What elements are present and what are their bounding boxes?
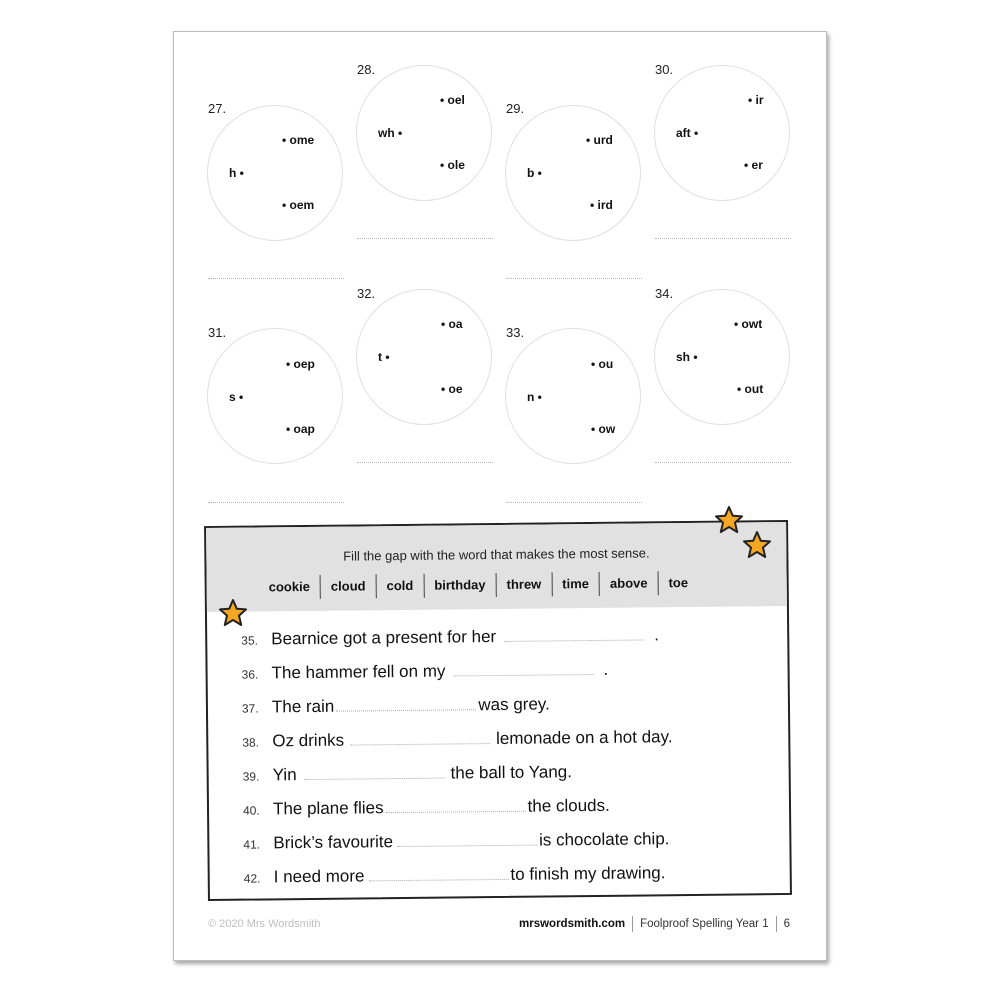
ending-option[interactable]: • oep (286, 357, 315, 371)
word-bank-item: time (552, 572, 600, 596)
word-bank-item: threw (496, 572, 552, 597)
gap-input[interactable] (504, 625, 644, 641)
sentence-number: 35. (241, 633, 259, 648)
word-bank-item: above (600, 571, 659, 596)
onset-option[interactable]: sh • (676, 350, 698, 364)
ending-option[interactable]: • er (744, 158, 763, 172)
answer-line[interactable] (655, 238, 791, 239)
onset-option[interactable]: t • (378, 350, 390, 364)
sentence-end: the clouds. (527, 795, 610, 816)
answer-circle (505, 105, 641, 241)
sentence-start: The plane flies (272, 798, 384, 819)
word-bank-header (206, 522, 787, 612)
gap-input[interactable] (453, 660, 593, 676)
fill-the-gap-panel (204, 520, 792, 901)
answer-line[interactable] (655, 462, 791, 463)
sentence-35 (241, 625, 659, 649)
sentence-37 (242, 694, 550, 717)
divider (776, 916, 777, 932)
footer-info (519, 916, 790, 932)
sentence-end: . (654, 625, 659, 645)
copyright-text: © 2020 Mrs Wordsmith (208, 918, 321, 930)
sentence-number: 37. (241, 701, 259, 716)
question-number: 28. (357, 62, 376, 77)
ending-option[interactable]: • oel (440, 93, 465, 107)
word-bank-item: cloud (321, 574, 377, 599)
question-number: 33. (506, 325, 525, 340)
gap-input[interactable] (350, 729, 490, 745)
answer-line[interactable] (357, 238, 493, 239)
question-number: 27. (208, 101, 227, 116)
question-number: 31. (208, 325, 227, 340)
ending-option[interactable]: • ole (440, 158, 465, 172)
answer-line[interactable] (208, 502, 344, 503)
answer-circle (505, 328, 641, 464)
word-bank-item: cookie (259, 575, 321, 600)
answer-circle (654, 289, 790, 425)
word-bank (259, 571, 699, 600)
gap-input[interactable] (385, 797, 525, 813)
sentence-start: The rain (271, 696, 335, 717)
question-number: 32. (357, 286, 376, 301)
ending-option[interactable]: • oap (286, 422, 315, 436)
gap-input[interactable] (336, 695, 476, 711)
onset-option[interactable]: aft • (676, 126, 699, 140)
answer-line[interactable] (506, 278, 642, 279)
ending-option[interactable]: • ome (282, 133, 315, 147)
sentence-41 (243, 829, 669, 853)
sentence-start: Yin (272, 765, 297, 785)
question-number: 29. (506, 101, 525, 116)
sentence-number: 41. (243, 837, 261, 852)
word-bank-item: toe (668, 575, 689, 591)
word-bank-item: birthday (424, 573, 497, 598)
ending-option[interactable]: • urd (586, 133, 613, 147)
sentence-end: is chocolate chip. (538, 829, 670, 850)
answer-circle (356, 289, 492, 425)
sentence-36 (241, 660, 608, 684)
answer-line[interactable] (506, 502, 642, 503)
ending-option[interactable]: • ird (590, 198, 613, 212)
sentence-start: Bearnice got a present for her (271, 627, 497, 649)
sentence-number: 38. (242, 735, 260, 750)
gap-input[interactable] (368, 865, 508, 881)
sentence-end: the ball to Yang. (450, 762, 573, 783)
sentence-39 (243, 762, 572, 785)
star-icon (742, 530, 772, 560)
question-number: 30. (655, 62, 674, 77)
onset-option[interactable]: h • (229, 166, 244, 180)
sentence-start: I need more (273, 866, 365, 887)
ending-option[interactable]: • ow (591, 422, 616, 436)
star-icon (714, 505, 744, 535)
onset-option[interactable]: wh • (378, 126, 403, 140)
sentence-end: was grey. (478, 694, 550, 715)
sentence-end: . (603, 659, 609, 679)
divider (632, 916, 633, 932)
answer-circle (207, 328, 343, 464)
ending-option[interactable]: • ou (591, 357, 614, 371)
sentence-end: lemonade on a hot day. (495, 727, 673, 749)
gap-input[interactable] (397, 831, 537, 847)
sentence-number: 42. (243, 871, 261, 886)
answer-line[interactable] (357, 462, 493, 463)
ending-option[interactable]: • ir (748, 93, 764, 107)
onset-option[interactable]: s • (229, 390, 244, 404)
sentence-start: Brick’s favourite (273, 832, 394, 853)
answer-circle (654, 65, 790, 201)
sentence-start: The hammer fell on my (271, 661, 446, 683)
onset-option[interactable]: b • (527, 166, 542, 180)
ending-option[interactable]: • owt (734, 317, 763, 331)
answer-circle (207, 105, 343, 241)
star-icon (218, 598, 248, 628)
onset-option[interactable]: n • (527, 390, 542, 404)
word-bank-item: cold (376, 574, 424, 598)
instruction-text: Fill the gap with the word that makes the most sense. (343, 545, 650, 564)
ending-option[interactable]: • oa (441, 317, 463, 331)
sentence-end: to finish my drawing. (510, 863, 666, 884)
sentence-38 (242, 727, 672, 752)
question-number: 34. (655, 286, 674, 301)
ending-option[interactable]: • out (737, 382, 764, 396)
gap-input[interactable] (305, 764, 445, 780)
book-title: Foolproof Spelling Year 1 (640, 918, 769, 930)
sentence-start: Oz drinks (272, 730, 345, 751)
sentence-number: 36. (241, 667, 259, 682)
page-number: 6 (783, 918, 790, 930)
sentence-number: 40. (242, 803, 260, 818)
brand-link[interactable]: mrswordsmith.com (519, 918, 626, 930)
answer-circle (356, 65, 492, 201)
ending-option[interactable]: • oem (282, 198, 315, 212)
ending-option[interactable]: • oe (441, 382, 463, 396)
answer-line[interactable] (208, 278, 344, 279)
sentence-number: 39. (242, 769, 260, 784)
sentence-42 (244, 863, 666, 887)
sentence-40 (243, 796, 610, 820)
